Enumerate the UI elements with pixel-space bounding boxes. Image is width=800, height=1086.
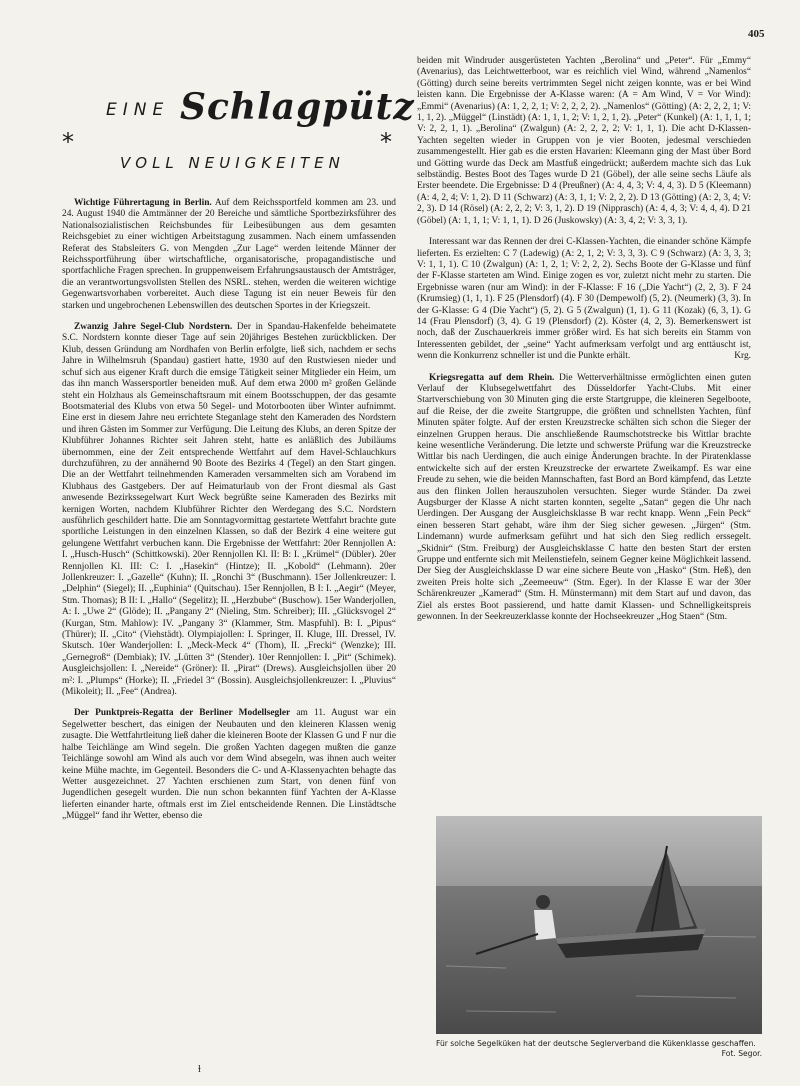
article-body: Der in Spandau-Hakenfelde beheimatete S.C. Nordstern konnte dieser Tage auf sein 20jähriges Bestehen zurückblicken. Der Klub, dessen Gründung am Nordhafen von Berlin erfolgte, ließ sich, nachdem er sechs Jahre in Wilhelmsruh (Spandau) gastiert hatte, 1930 auf den Rustwiesen nieder und schuf sich aus eigener Kraft durch die emsige Tätigkeit seiner Mitglieder ein Heim, um das ihn manch Wassersportler beneiden muß. Auf dem etwa 2000 m² großen Gelände steht ein Holzhaus als Gemeinschaftsraum mit einem Bootsschuppen, der das gesamte Bootsmaterial des Klubs von etwa 50 Segel- und Motorbooten über Winter aufnimmt. Eine erst in diesem Jahre neu errichtete Steganlage steht den Kameraden des Nordstern und ihren Gästen im Sommer zur Verfügung. Die Leitung des Klubs, an deren Spitze der Klubführer Johannes Richter seit Jahren steht, hatte es anläßlich des Jubiläums übernommen, eine der Zeit entsprechende Wettfahrt auf dem Havel-Schlauchkurs durchzuführen, zu der annähernd 90 Boote des Bezirks 4 (Tegel) an den Start gingen. Die an der Wettfahrt teilnehmenden Kameraden versammelten sich am Vorabend im Klubhaus des Gastgebers. Der auf Heimaturlaub von der Front diesmal als Gast anwesende Bezirkssegelwart Kurt Weck begrüßte seine Kameraden des Bezirks mit kernigen Worten, nachdem Klubführer Richter den Werdegang des S.C. Nordstern ausführlich geschildert hatte. Die am Sonntagvormittag gestartete Wettfahrt brachte gute sportliche Leistungen in den einzelnen Klassen, so daß der Bezirk 4 eine weitere gut gelungene Wettfahrt verbuchen kann. Die Ergebnisse der Wettfahrt: 20er Rennjollen A: I. „Husch-Husch“ (Schittkowski). 20er Rennjollen Kl. II: B: I. „Krümel“ (Dübler). 20er Rennjollen Kl. III: C: I. „Hasekin“ (Hintze); II. „Kobold“ (Lehmann). 20er Jollenkreuzer: I. „Gazelle“ (Kuhn); II. „Ronchi 3“ (Buschmann). 15er Jollenkreuzer: I. „Delphin“ (Siegel); II. „Euphinia“ (Quitschau). 15er Rennjollen, B I: I. „Aegir“ (Meyer, Stm. Thomas); B II: I. „Hallo“ (Segelitz); II. „Herzbube“ (Buschow). 15er Wanderjollen, A: I. „Uwe 2“ (Glöde); II. „Pangany 2“ (Nieling, Stm. Schreiber); III. „Glücksvogel 2“ (Kurgan, Stm. Mahlow): IV. „Pangany 3“ (Klammer, Stm. Maspfuhl). B: I. „Pipus“ (Thürer); II. „Cito“ (Viehstädt). Olympiajollen: I. Springer, II. Kluge, III. Dressel, IV. Skutsch. 10er Wanderjollen: I. „Meck-Meck 4“ (Thom), II. „Frecki“ (Wenzke); III. „Gernegroß“ (Dembiak); IV. „Lütten 3“ (Stender). 10er Rennjollen: I. „Pit“ (Schimek). Ausgleichsjollen: I. „Nereide“ (Gröner): II. „Pirat“ (Drews). Ausgleichsjollen über 20 m²: I. „Plumps“ (Horke); II. „Friedel 3“ (Bossin). Ausgleichsjollenkreuzer: I. „Pluvius“ (Mikoleit); II. „Fee“ (Andrea). [62, 322, 397, 698]
article-body: Interessant war das Rennen der drei C-Klassen-Yachten, die einander schöne Kämpfe lieferten. Es erzielten: C 7 (Ladewig) (A: 2, 1, 2; V: 3, 3, 3). C 9 (Schwarz) (A: 3, 3, 3; V: 1, 1, 1). C 10 (Zwalgun) (A: 1, 2, 1; V: 2, 2, 2). Sechs Boote der G-Klasse und fünf der F-Klasse starteten am Wind. Einige zogen es vor, zuletzt nicht mehr zu starten. Die Ergebnisse waren (nur am Wind): in der F-Klasse: F 16 („Die Yacht“) (2, 2, 3). F 24 (Krumsieg) (1, 1, 1). F 25 (Plensdorf) (4). F 30 (Dempewolf) (5, 2). (Neumerk) (3, 3). In der G-Klasse: G 4 (Die Yacht“) (5, 2). G 5 (Zwalgun) (1, 1). G 11 (Kozak) (6, 3, 1). G 14 (Frau Plensdorf) (3, 4). G 19 (Plensdorf) (2). Köster (4, 2, 3). Bemerkenswert ist noch, daß der Zuschauerkreis immer größer wird. Es hat sich bereits ein Stamm von Interessenten gebildet, der „seine“ Yacht aufmerksam verfolgt und arg enttäuscht ist, wenn die Konkurrenz schneller ist und die Punkte erhält. [417, 237, 751, 362]
article-fuehrertagung [62, 198, 396, 312]
photo-caption [436, 1039, 762, 1059]
masthead [62, 84, 415, 194]
footer-mark: ɫ [198, 1064, 201, 1075]
article-modellsegler [62, 708, 396, 822]
article-title: Wichtige Führertagung in Berlin. [74, 198, 212, 208]
page-number: 405 [748, 28, 765, 40]
article-title: Zwanzig Jahre Segel-Club Nordstern. [74, 322, 233, 333]
left-column [62, 198, 396, 833]
photo-credit: Fot. Segor. [721, 1049, 762, 1058]
article-body: Auf dem Reichssportfeld kommen am 23. und 24. August 1940 die Amtmänner der 20 Bereiche und sämtliche Sportbezirksführer des Nationalsozialistischen Reichsbundes für Leibesübungen aus dem gesamten Reichsgebiet zu einer wichtigen Arbeitstagung zusammen. Nach einem umfassenden Referat des Stabsleiters G. von Mengden „Zur Lage“ werden leitende Männer der Reichssportführung über wirtschaftliche, organisatorische, propagandistische und sportfachliche Fragen sprechen. In gruppenweisem Erfahrungsaustausch der Amtsträger, die an verantwortungsvollsten Stellen des NSRL. stehen, werden die weiteren wichtige Gegenwartsvorhaben vorbereitet. Auch diese Tagung ist ein neuer Beweis für den starken und ungebrochenen Lebenswillen des deutschen Sportes in der Kriegszeit. [62, 198, 396, 311]
sailing-dinghy-photo [436, 816, 762, 1034]
article-body: Die Wetterverhältnisse ermöglichten einen guten Verlauf der Klubsegelwettfahrt des Düsseldorfer Yacht-Clubs. Mit einer Startverschiebung von 30 Minuten ging die erste Startgruppe, die kleineren Segelboote, auf die Reise, der die zweite Startgruppe, die größten und schnellsten Yachten, fünf Minuten später folgte. Auf der ersten Kreuzstrecke schälten sich schon die Sieger der einzelnen Gruppen heraus. Die anschließende Raumschotstrecke bis Wittlar brachte keine wesentliche Veränderung. Die letzte und schwerste Prüfung war die Kreuzstrecke Wittlar bis nach Uerdingen, die auch einige Änderungen brachte. In der Piratenklasse entwickelte sich auf der ersten Kreuzstrecke der erwartete Zweikampf. Es war eine Freude zu sehen, wie die beiden Mannschaften, fast Bord an Bord kämpfend, das Letzte aus den flinken Jollen herauszuholen versuchten. Sieger wurde Ständer. Da zwei Augsburger der Klasse A nicht starten konnten, segelte „Satan“ gegen die Uhr nach Uerdingen. Der Ausgang der Ausgleichsklasse B war recht knapp. Wenn „Fein Peck“ einen besseren Start gehabt, wäre ihm der Sieg sicher gewesen. „Jürgen“ (Stm. Lindemann) wurde aufmerksam geführt und hat sich den Sieg redlich erssegelt. „Skidnir“ (Stm. Freiburg) der Ausgleichsklasse C hatte den besten Start der ersten Gruppe und entfernte sich mit Meilenstiefeln, seinem Gegner keine Möglichkeit lassend. Der Sieg der Ausgleichsklasse D war eine sichere Beute von „Hasko“ (Stm. Heß), den zweiten Preis holte sich „Zeemeeuw“ (Stm. Eger). In der Klasse E war der 30er Schärenkreuzer „Kamerad“ (Stm. H. Münstermann) mit dem Start auf und davon, das Ziel als erstes Boot passierend, und hatte damit Klassen- und Schnelligkeitspreis gewonnen. In der Seekreuzerklasse konnte der Hochseekreuzer „Hog Staen“ (Stm. [417, 372, 752, 623]
star-icon: * [380, 128, 392, 156]
right-column [417, 56, 751, 634]
article-modellsegler-continued-2 [417, 237, 751, 362]
article-rhein [417, 373, 751, 624]
article-title: Der Punktpreis-Regatta der Berliner Modellsegler [74, 708, 291, 719]
masthead-subtitle: VOLL NEUIGKEITEN [120, 154, 345, 172]
article-title: Kriegsregatta auf dem Rhein. [429, 372, 555, 383]
article-nordstern [62, 322, 396, 698]
author-signature: Krg. [734, 351, 751, 362]
star-icon: * [62, 128, 74, 156]
masthead-script: Schlagpütz [180, 86, 415, 128]
article-body: am 11. August war ein Segelwetter beschert, das einigen der Neubauten und den kleineren Klassen wenig zusagte. Die Wettfahrtleitung ließ daher die kleineren Boote der Klassen G und F nur die halbe Teichlänge am Wind segeln. Die großen Yachten dagegen mußten die ganze Teichlänge sowohl am Wind als auch vor dem Wind absegeln, was ihnen auch weiter keine Mühe machte, im Gegenteil. Besonders die C- und A-Klassenyachten behagte das Wetter ausgezeichnet. 27 Yachten erschienen zum Start, von denen fünf von Jugendlichen gesegelt wurden. Die nun schon bekannten fünf Yachten der A-Klasse lieferten einander harte, oftmals erst im Ziel entscheidende Rennen. Die Linstädtsche „Müggel“ fand ihr Wetter, ebenso die [62, 708, 396, 822]
caption-text: Für solche Segelküken hat der deutsche Seglerverband die Kükenklasse geschaffen. [436, 1039, 756, 1048]
article-modellsegler-continued: beiden mit Windruder ausgerüsteten Yachten „Berolina“ und „Peter“. Für „Emmy“ (Avenarius), das Leichtwetterboot, war es reichlich viel Wind, während „Namenlos“ (Götting) durch seine bereits vertrimmten Segel nicht zeigen konnte, was er bei Wind leisten kann. Die Ergebnisse der A-Klasse waren: (A = Am Wind, V = Vor Wind): „Emmi“ (Avenarius) (A: 1, 2, 2, 1; V: 2, 2, 2, 2). „Namenlos“ (Götting) (A: 2, 2, 2, 1; V: 1, 1, 2). „Müggel“ (Linstädt) (A: 1, 1, 1, 2; V: 1, 2, 1, 2). „Peter“ (Kunkel) (A: 1, 1, 1, 1; V: 2, 2, 1, 1). „Berolina“ (Zwalgun) (A: 2, 2, 2, 2; V: 1, 1, 1). Die acht D-Klassen-Yachten segelten wieder in Gruppen von je vier Booten, jedesmal verschieden zusammengestellt. Hier gab es die ersten Havarien: Kleemann ging der Mast über Bord und Götting wurde das Deck am Mastfuß eingedrückt; außerdem machte sich das Luk selbständig. Bestes Boot des Tages wurde D 21 (Göbel), der alle seine sechs Läufe als Erster beendete. Die Ergebnisse: D 4 (Preußner) (A: 4, 4, 3; V: 4, 4, 3). D 5 (Kleemann) (A: 4, 2, 4; V: 1, 2). D 11 (Schwarz) (A: 3, 1, 1; V: 2, 2, 2). D 13 (Götting) (A: 2, 3, 4; V: 2, 3). D 14 (Rösel) (A: 2, 2, 2; V: 3, 1, 2). D 19 (Nipprasch) (A: 4, 4, 3; V: 4, 4, 4). D 21 (Göbel) (A: 1, 1, 1; V: 1, 1, 1). D 26 (Juskowsky) (A: 3, 4, 2; V: 3, 3, 1). [417, 56, 751, 226]
masthead-top: EINE [106, 100, 170, 120]
